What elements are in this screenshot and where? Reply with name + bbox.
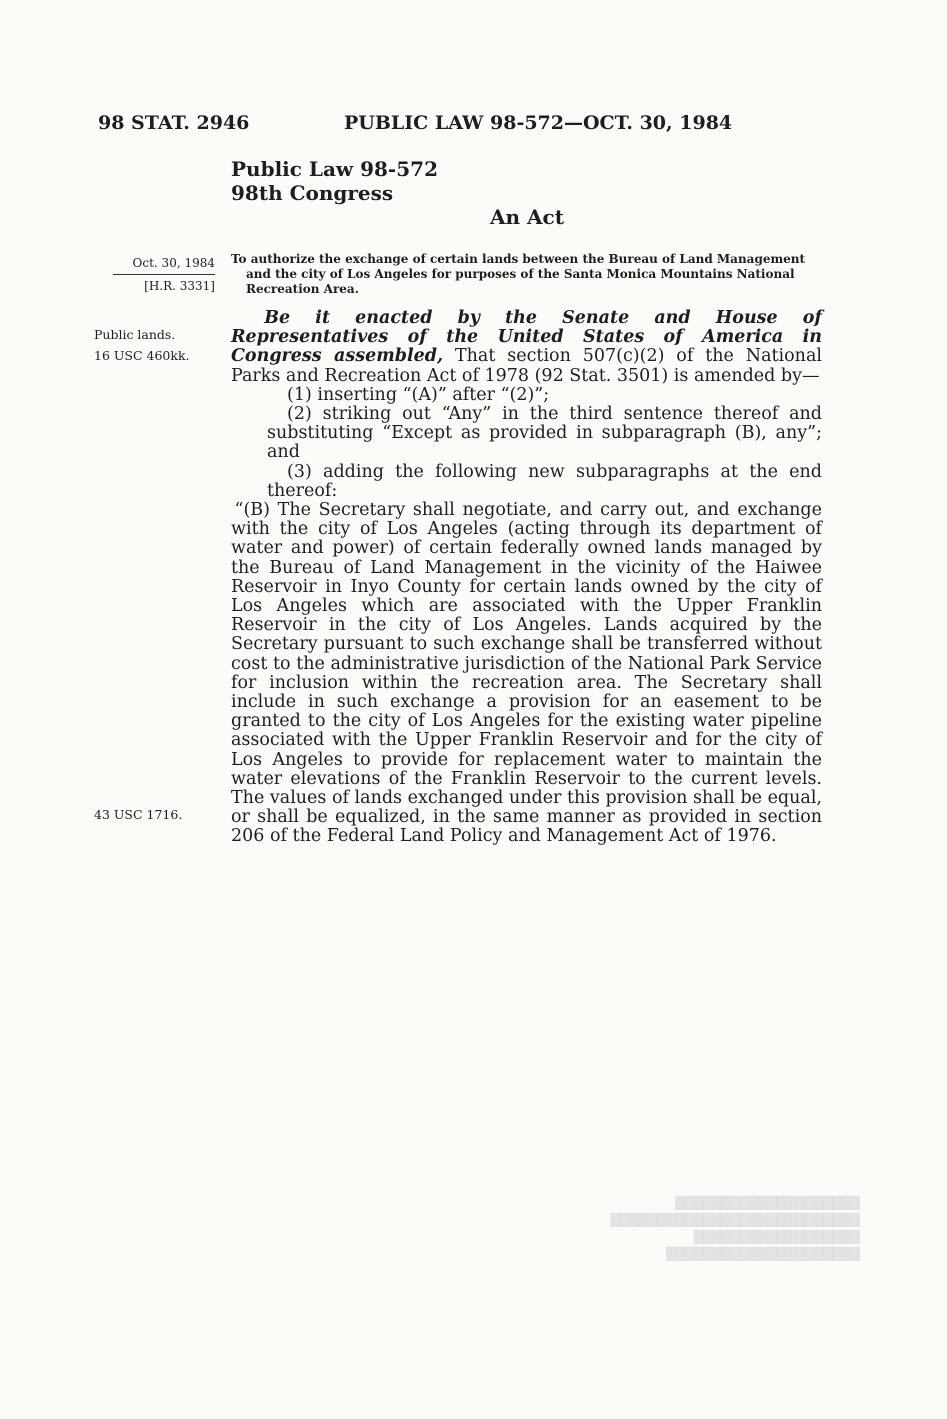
amendment-item-1: (1) inserting “(A)” after “(2)”; (287, 384, 550, 405)
margin-note-public-lands: Public lands. (94, 327, 176, 342)
date-divider (113, 274, 215, 275)
act-body (231, 309, 822, 847)
enacting-text: That section 507(c)(2) of the National Parks and Recreation Act of 1978 (92 Stat. 3501) is amended by— (231, 346, 822, 386)
purpose-line-3: Recreation Area. (246, 282, 359, 296)
enacting-formula: Be it enacted by the Senate and House of Representatives of the United States of America in Congress assembled, (231, 308, 822, 367)
subparagraph-b: “(B) The Secretary shall negotiate, and carry out, and exchange with the city of Los Angeles (acting through its department of water and power) of certain federally owned lands managed by the Bureau of Land Management in the vicinity of the Haiwee Reservoir in Inyo County for certain lands owned by the city of Los Angeles which are associated with the Upper Franklin Reservoir in the city of Los Angeles. Lands acquired by the Secretary pursuant to such exchange shall be transferred without cost to the administrative jurisdiction of the National Park Service for inclusion within the recreation area. The Secretary shall include in such exchange a provision for an easement to be granted to the city of Los Angeles for the existing water pipeline associated with the Upper Franklin Reservoir and for the city of Los Angeles to provide for replacement water to maintain the water elevations of the Franklin Reservoir to the current levels. The values of lands exchanged under this provision shall be equal, or shall be equalized, in the same manner as provided in section 206 of the Federal Land Policy and Management Act of 1976. (231, 500, 822, 847)
margin-note-usc-1716: 43 USC 1716. (94, 807, 183, 822)
margin-note-usc-460kk: 16 USC 460kk. (94, 348, 190, 363)
enactment-date: Oct. 30, 1984 (132, 256, 215, 270)
enacting-clause (231, 309, 822, 386)
margin-date-block (103, 255, 215, 295)
stat-page-number: 98 STAT. 2946 (98, 112, 250, 134)
law-date-heading: PUBLIC LAW 98-572—OCT. 30, 1984 (344, 112, 733, 134)
amendment-item-3: (3) adding the following new subparagraphs at the end thereof: (267, 461, 822, 501)
public-law-number: Public Law 98-572 (231, 157, 438, 181)
congress-label: 98th Congress (231, 181, 394, 205)
amendment-item-2: (2) striking out “Any” in the third sentence thereof and substituting “Except as provided in subparagraph (B), any”; and (267, 404, 822, 463)
purpose-line-1: To authorize the exchange of certain lands between the Bureau of Land Management (231, 252, 806, 266)
purpose-line-2: and the city of Los Angeles for purposes of the Santa Monica Mountains National (246, 267, 795, 281)
an-act-heading: An Act (490, 205, 564, 229)
bleed-through-shadow: ████████████████████ ███████████████████████████ ██████████████████ █████████████████████ (610, 1196, 860, 1261)
running-header (98, 112, 838, 138)
law-title-block (231, 157, 438, 205)
bill-number: [H.R. 3331] (144, 279, 215, 293)
purpose-statement (231, 252, 826, 297)
